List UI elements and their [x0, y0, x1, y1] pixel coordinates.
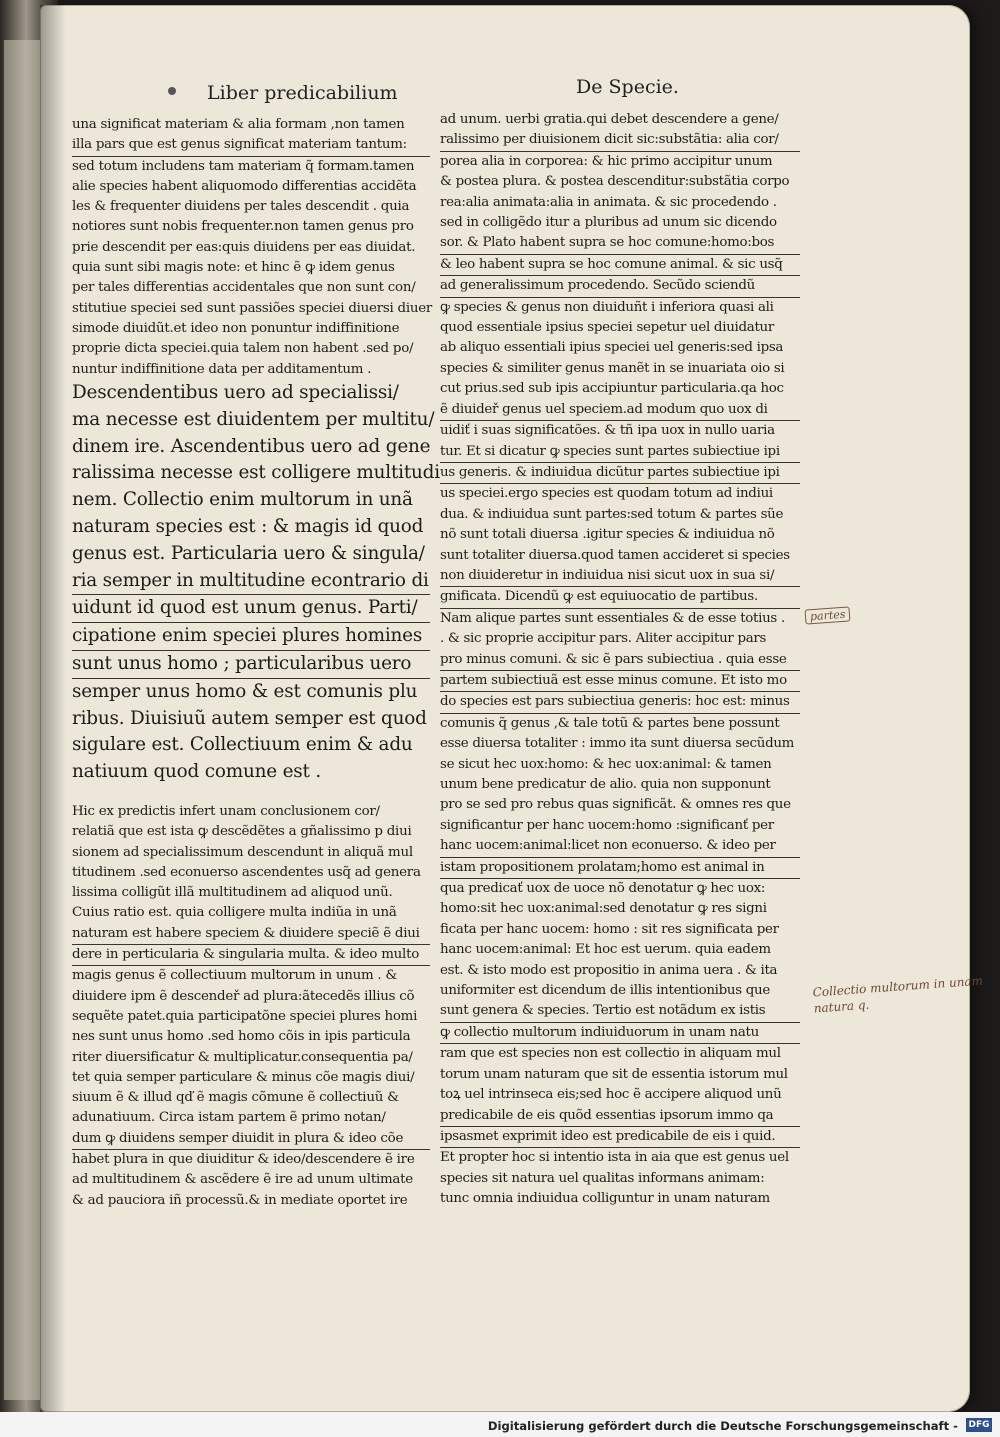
text-line: ribus. Diuisiuũ autem semper est quod [72, 707, 427, 729]
text-line: titudinem .sed econuerso ascendentes usq̃ ad genera [72, 864, 421, 880]
text-line: una significat materiam & alia formam ,non tamen [72, 117, 405, 132]
text-line: & leo habent supra se hoc comune animal. & sic usq̃ [440, 255, 800, 276]
dfg-logo: DFG [966, 1418, 992, 1432]
bullet-dot [168, 87, 176, 95]
text-line: dinem ire. Ascendentibus uero ad gene [72, 435, 431, 457]
text-line: torum unam naturam que sit de essentia istorum mul [440, 1066, 788, 1082]
text-line: hanc uocem:animal:licet non econuerso. & ideo per [440, 836, 800, 857]
text-line: ram que est species non est collectio in aliquam mul [440, 1046, 781, 1062]
text-line: ẽ diuideř genus uel speciem.ad modum quo uox di [440, 400, 800, 421]
text-line: dum ꝙ diuidens semper diuidit in plura & ideo cõe [72, 1129, 430, 1150]
left-column-commentary-bottom [72, 802, 430, 1211]
text-line: unum bene predicatur de alio. quia non supponunt [440, 777, 771, 792]
text-line: dere in perticularia & singularia multa. & ideo multo [72, 945, 430, 966]
text-line: rea:alia animata:alia in animata. & sic procedendo . [440, 194, 777, 210]
text-line: nem. Collectio enim multorum in unã [72, 489, 413, 511]
text-line: ralissimo per diuisionem dicit sic:substãtia: alia cor/ [440, 130, 800, 151]
text-line: homo:sit hec uox:animal:sed denotatur ꝙ res signi [440, 901, 767, 917]
text-line: naturam est habere speciem & diuidere speciẽ ẽ diui [72, 924, 430, 945]
text-line: sionem ad specialissimum descendunt in aliquã mul [72, 844, 413, 860]
text-line: dua. & indiuidua sunt partes:sed totum & partes sũe [440, 506, 784, 522]
text-line: siuum ẽ & illud qď ẽ magis cõmune ẽ collectiuũ & [72, 1090, 399, 1106]
text-line: cut prius.sed sub ipis accipiuntur particularia.qa hoc [440, 381, 784, 397]
text-line: hanc uocem:animal: Et hoc est uerum. quia eadem [440, 942, 771, 958]
footer-credit: Digitalisierung gefördert durch die Deutsche Forschungsgemeinschaft - [487, 1419, 958, 1433]
text-line: quod essentiale ipsius speciei sepetur uel diuidatur [440, 320, 774, 336]
text-line: est. & isto modo est propositio in anima uera . & ita [440, 962, 778, 978]
text-line: & postea plura. & postea descenditur:substãtia corpo [440, 174, 790, 190]
text-line: tunc omnia indiuidua colliguntur in unam naturam [440, 1191, 770, 1207]
text-line: ꝙ species & genus non diuiduñt i inferiora quasi ali [440, 299, 774, 315]
text-line: notiores sunt nobis frequenter.non tamen genus pro [72, 219, 414, 235]
text-line: comunis q̃ genus ,& tale totũ & partes bene possunt [440, 715, 780, 731]
text-line: qua predicať uox de uoce nõ denotatur ꝙ hec uox: [440, 881, 766, 897]
text-line: ria semper in multitudine econtrario di [72, 568, 430, 596]
text-line: nuntur indiffinitione data per additamentum . [72, 361, 372, 377]
text-line: & ad pauciora iñ processũ.& in mediate oportet ire [72, 1192, 408, 1208]
text-line: sor. & Plato habent supra se hoc comune:homo:bos [440, 233, 800, 254]
text-line: istam propositionem prolatam;homo est animal in [440, 858, 800, 879]
text-line: gnificata. Dicendũ ꝙ est equiuocatio de partibus. [440, 587, 800, 608]
text-line: ab aliquo essentiali ipius speciei uel generis:sed ipsa [440, 340, 784, 356]
text-line: ralissima necesse est colligere multitudi [72, 462, 440, 484]
text-line: les & frequenter diuidens per tales descendit . quia [72, 199, 410, 215]
text-line: natiuum quod comune est . [72, 761, 321, 783]
text-line: genus est. Particularia uero & singula/ [72, 542, 425, 564]
text-line: nõ sunt totali diuersa .igitur species & indiuidua nõ [440, 527, 775, 543]
text-line: relatiã que est ista ꝙ descẽdẽtes a gñalissimo p diui [72, 824, 412, 840]
text-line: ad unum. uerbi gratia.qui debet descendere a gene/ [440, 112, 779, 127]
marginal-note-collectio: Collectio multorum in unam natura q. [812, 973, 984, 1016]
text-line: se sicut hec uox:homo: & hec uox:animal: & tamen [440, 756, 772, 772]
text-line: us generis. & indiuidua dicũtur partes subiectiue ipi [440, 463, 800, 484]
text-line: alie species habent aliquomodo differentias accidẽta [72, 178, 417, 194]
text-line: stitutiue speciei sed sunt passiões speciei diuersi diuer [72, 300, 433, 316]
text-line: riter diuersificatur & multiplicatur.consequentia pa/ [72, 1049, 413, 1065]
text-line: esse diuersa totaliter : immo ita sunt diuersa secũdum [440, 736, 795, 752]
text-line: us speciei.ergo species est quodam totum ad indiui [440, 486, 773, 502]
text-line: porea alia in corporea: & hic primo accipitur unum [440, 153, 773, 169]
text-line: Cuius ratio est. quia colligere multa indiũa in unã [72, 905, 397, 921]
text-line: pro se sed pro rebus quas significãt. & omnes res que [440, 797, 791, 813]
text-line: sunt totaliter diuersa.quod tamen accideret si species [440, 547, 790, 563]
text-line: predicabile de eis quõd essentias ipsorum immo qa [440, 1106, 800, 1127]
text-line: sigulare est. Collectiuum enim & adu [72, 734, 413, 756]
text-line: naturam species est : & magis id quod [72, 515, 424, 537]
text-line: Hic ex predictis infert unam conclusionem cor/ [72, 804, 380, 819]
text-line: cipatione enim speciei plures homines [72, 623, 430, 651]
text-line: ipsasmet exprimit ideo est predicabile de eis i quid. [440, 1127, 800, 1148]
text-line: tet quia semper particulare & minus cõe magis diui/ [72, 1069, 415, 1085]
text-line: sequẽte patet.quia participatõne speciei plures homi [72, 1008, 418, 1024]
running-head-left: Liber predicabilium [207, 82, 398, 104]
text-line: species & similiter genus manẽt in se inuariata oio si [440, 360, 785, 376]
text-line: uidiť i suas significatões. & tñ ipa uox in nullo uaria [440, 423, 775, 439]
text-line: uidunt id quod est unum genus. Parti/ [72, 595, 430, 623]
page-gutter-shadow [40, 5, 66, 1412]
text-line: sunt genera & species. Tertio est notãdum ex istis [440, 1001, 800, 1022]
text-line: significantur per hanc uocem:homo :significanť per [440, 817, 774, 833]
text-line: ad multitudinem & ascẽdere ẽ ire ad unum ultimate [72, 1172, 413, 1188]
text-line: nes sunt unus homo .sed homo cõis in ipis particula [72, 1029, 411, 1045]
text-line: pro minus comuni. & sic ẽ pars subiectiua . quia esse [440, 650, 800, 671]
text-line: ad generalissimum procedendo. Secũdo sciendũ [440, 276, 800, 297]
text-line: . & sic proprie accipitur pars. Aliter accipitur pars [440, 631, 767, 647]
text-line: magis genus ẽ collectiuum multorum in unum . & [72, 968, 398, 984]
text-line: adunatiuum. Circa istam partem ẽ primo notan/ [72, 1110, 386, 1126]
text-line: tur. Et si dicatur ꝙ species sunt partes subiectiue ipi [440, 442, 800, 463]
right-column-commentary [440, 110, 800, 1210]
text-line: quia sunt sibi magis note: et hinc ẽ ꝙ idem genus [72, 260, 395, 276]
text-line: sed in colligẽdo itur a pluribus ad unum sic dicendo [440, 215, 777, 231]
text-line: uniformiter est dicendum de illis intentionibus que [440, 983, 771, 999]
text-line: illa pars que est genus significat materiam tantum: [72, 135, 430, 156]
marginal-note-partes: partes [805, 606, 851, 624]
text-line: lissima colligũt illã multitudinem ad aliquod unũ. [72, 885, 393, 901]
text-line: ficata per hanc uocem: homo : sit res significata per [440, 921, 779, 937]
text-line: Descendentibus uero ad specialissi/ [72, 382, 399, 403]
text-line: species sit natura uel qualitas informans animam: [440, 1170, 765, 1186]
text-line: Nam alique partes sunt essentiales & de esse totius . [440, 610, 785, 626]
text-line: diuidere ipm ẽ descendeř ad plura:ãtecedẽs illius cõ [72, 988, 415, 1004]
text-line: partem subiectiuã est esse minus comune. Et isto mo [440, 671, 800, 692]
text-line: ma necesse est diuidentem per multitu/ [72, 408, 435, 430]
text-line: sed totum includens tam materiam q̃ formam.tamen [72, 158, 415, 174]
text-line: simode diuidũt.et ideo non ponuntur indiffinitione [72, 320, 400, 336]
text-line: semper unus homo & est comunis plu [72, 680, 418, 702]
left-column-porphyry-text [72, 380, 440, 786]
text-line: Et propter hoc si intentio ista in aia que est genus uel [440, 1150, 789, 1166]
text-line: per tales differentias accidentales que non sunt con/ [72, 280, 416, 296]
text-line: prie descendit per eas:quis diuidens per eas diuidat. [72, 239, 416, 255]
text-line: ꝙ collectio multorum indiuiduorum in unam natu [440, 1023, 800, 1044]
running-head-right: De Specie. [576, 76, 679, 98]
left-column-commentary-top [72, 115, 433, 380]
text-line: do species est pars subiectiua generis: hoc est: minus [440, 692, 800, 713]
text-line: proprie dicta speciei.quia talem non habent .sed po/ [72, 341, 414, 357]
text-line: non diuideretur in indiuidua nisi sicut uox in sua si/ [440, 566, 800, 587]
text-line: habet plura in que diuiditur & ideo/descendere ẽ ire [72, 1152, 415, 1168]
text-line: toꝝ uel intrinseca eis;sed hoc ẽ accipere aliquod unũ [440, 1087, 782, 1103]
text-line: sunt unus homo ; particularibus uero [72, 651, 430, 679]
